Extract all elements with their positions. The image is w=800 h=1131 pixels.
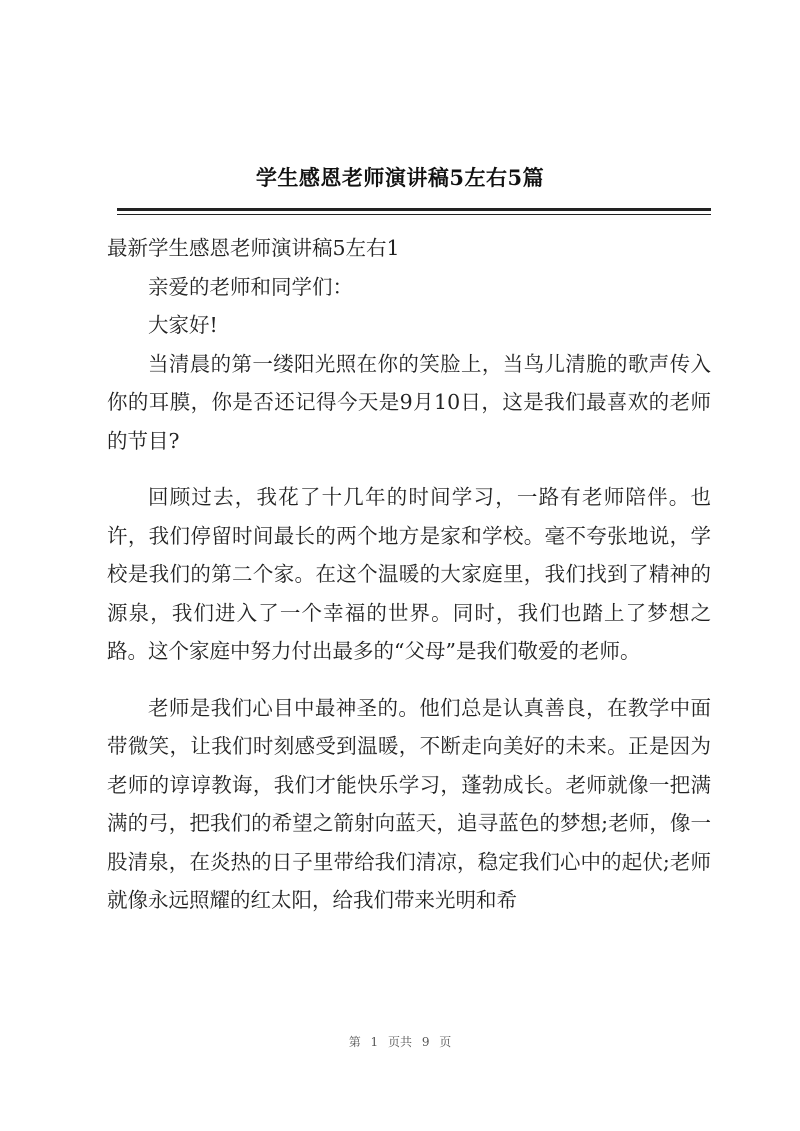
paragraph-greeting: 大家好! xyxy=(148,313,218,337)
paragraph-review: 回顾过去，我花了十几年的时间学习，一路有老师陪伴。也许，我们停留时间最长的两个地方是家和学校。毫不夸张地说，学校是我们的第二个家。在这个温暖的大家庭里，我们找到了精神的源泉，我们进入了一个幸福的世界。同时，我们也踏上了梦想之路。这个家庭中努力付出最多的“父母”是我们敬爱的老师。 xyxy=(107,485,711,663)
title-divider-thin xyxy=(117,214,711,215)
paragraph-teachers: 老师是我们心目中最神圣的。他们总是认真善良，在教学中面带微笑，让我们时刻感受到温暖，不断走向美好的未来。正是因为老师的谆谆教诲，我们才能快乐学习，蓬勃成长。老师就像一把满满的弓，把我们的希望之箭射向蓝天，追寻蓝色的梦想;老师，像一股清泉，在炎热的日子里带给我们清凉，稳定我们心中的起伏;老师就像永远照耀的红太阳，给我们带来光明和希 xyxy=(107,695,711,912)
section-heading: 最新学生感恩老师演讲稿5左右1 xyxy=(107,236,400,260)
title-divider-thick xyxy=(117,208,711,211)
paragraph-salutation: 亲爱的老师和同学们： xyxy=(148,274,353,299)
document-body xyxy=(107,229,711,920)
page-footer: 第 1 页共 9 页 xyxy=(348,1035,452,1049)
paragraph-opening: 当清晨的第一缕阳光照在你的笑脸上，当鸟儿清脆的歌声传入你的耳膜，你是否还记得今天是9月10日，这是我们最喜欢的老师的节目? xyxy=(107,351,711,453)
document-title: 学生感恩老师演讲稿5左右5篇 xyxy=(255,165,545,190)
